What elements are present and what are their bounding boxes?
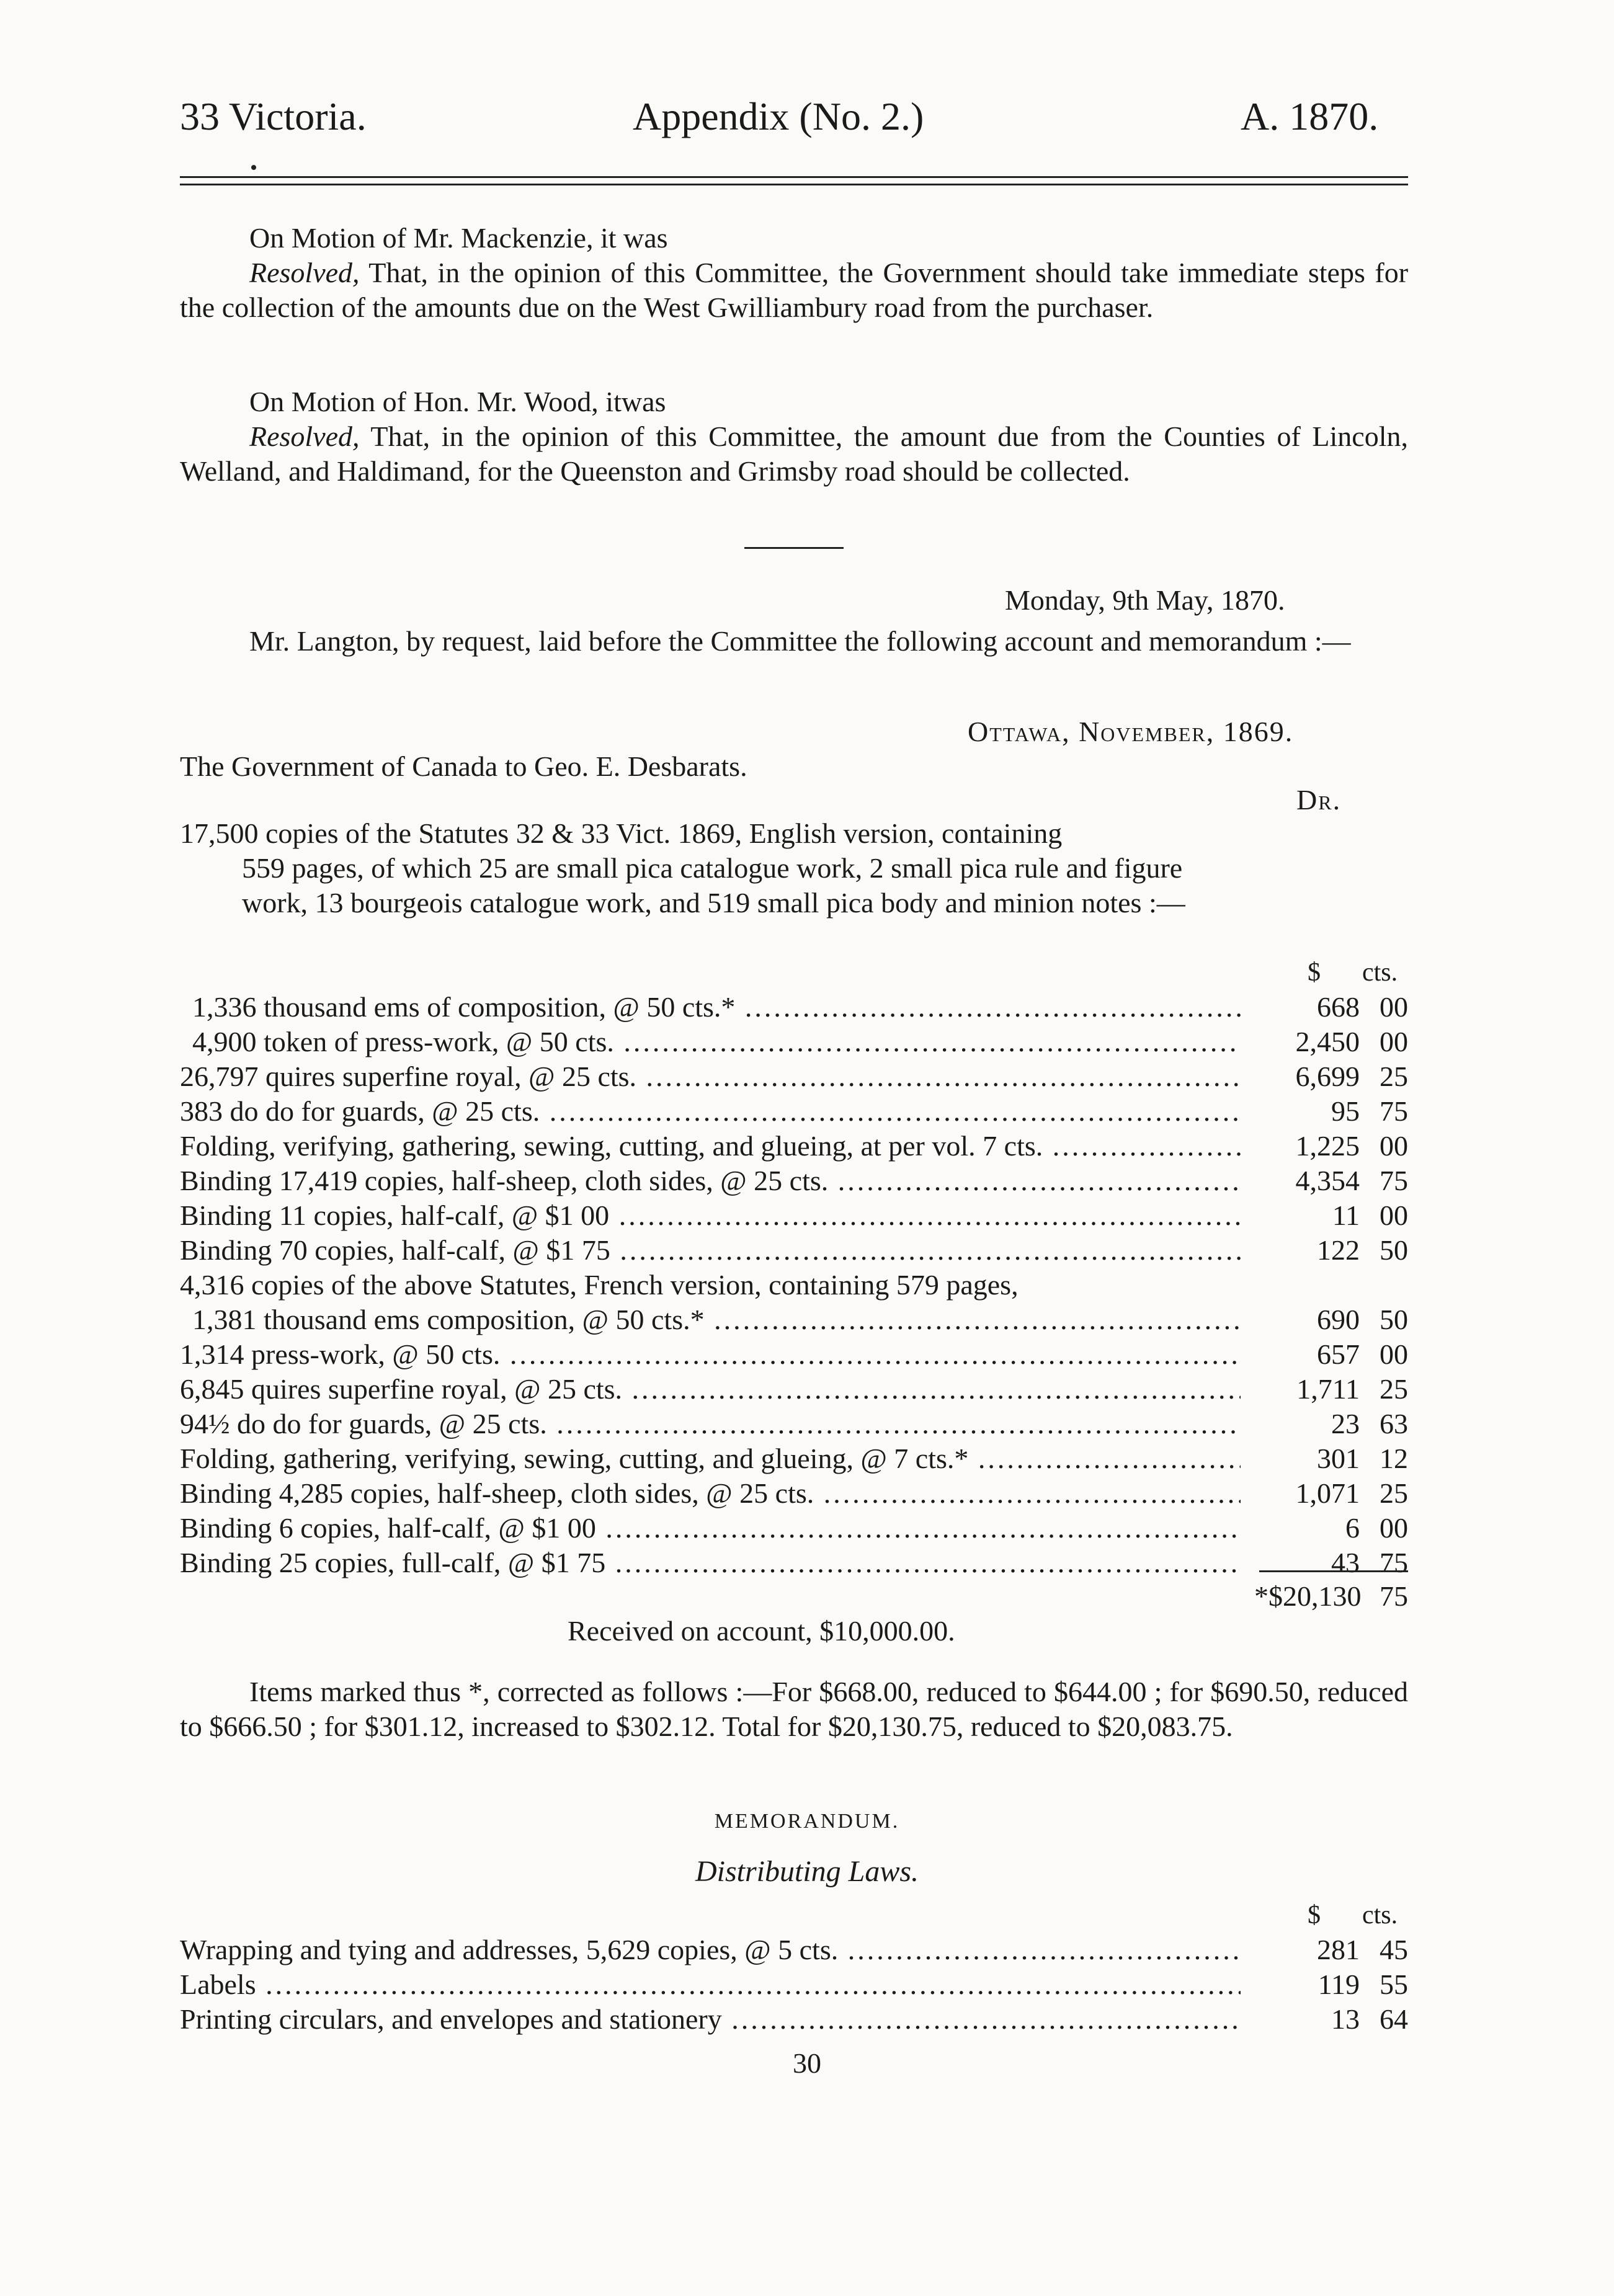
table-row bbox=[180, 1302, 1408, 1337]
table-row bbox=[180, 1476, 1408, 1511]
row-cents: 50 bbox=[1380, 1304, 1408, 1335]
header-rule-top bbox=[180, 176, 1408, 178]
row-amount bbox=[1253, 1441, 1408, 1476]
row-cents: 00 bbox=[1380, 1338, 1408, 1370]
row-dollars: 1,711 bbox=[1296, 1373, 1360, 1405]
table-row bbox=[180, 1967, 1408, 2002]
total-dollars: *$20,130 bbox=[1254, 1580, 1362, 1612]
row-description: Wrapping and tying and addresses, 5,629 copies, @ 5 cts. ..... bbox=[180, 1933, 1241, 1967]
row-description: Binding 25 copies, full-calf, @ $1 75 ..... bbox=[180, 1546, 1241, 1580]
motion-1-text: That, in the opinion of this Committee, the Government should take immediate steps for the collection of the amounts due on the West Gwilliambury road from the purchaser. bbox=[180, 257, 1409, 323]
row-description: Labels ..... bbox=[180, 1967, 1241, 2002]
row-description: Printing circulars, and envelopes and stationery ..... bbox=[180, 2002, 1241, 2037]
row-description: Binding 6 copies, half-calf, @ $1 00 ..... bbox=[180, 1511, 1241, 1546]
received-line: Received on account, $10,000.00. bbox=[568, 1615, 955, 1647]
row-amount bbox=[1253, 1511, 1408, 1546]
row-dollars: 119 bbox=[1318, 1969, 1360, 2000]
table-row bbox=[180, 1511, 1408, 1546]
row-description: 383 do do for guards, @ 25 cts. ..... bbox=[180, 1094, 1241, 1129]
row-dollars: 23 bbox=[1331, 1408, 1360, 1439]
row-description: Folding, gathering, verifying, sewing, cutting, and glueing, @ 7 cts.* ..... bbox=[180, 1441, 1241, 1476]
row-amount bbox=[1253, 1198, 1408, 1233]
row-dollars: 95 bbox=[1331, 1095, 1360, 1127]
table-row bbox=[180, 1441, 1408, 1476]
row-dollars: 668 bbox=[1317, 991, 1360, 1023]
row-cents: 63 bbox=[1380, 1408, 1408, 1439]
motion-2-resolved: Resolved, bbox=[249, 420, 360, 452]
header-session: 33 Victoria. bbox=[180, 94, 367, 138]
row-description: 6,845 quires superfine royal, @ 25 cts. ..... bbox=[180, 1372, 1241, 1407]
ottawa-line: Ottawa, November, 1869. bbox=[968, 716, 1294, 747]
row-dollars: 2,450 bbox=[1295, 1026, 1360, 1057]
row-description: 26,797 quires superfine royal, @ 25 cts. ..... bbox=[180, 1059, 1241, 1094]
col-cents-head: cts. bbox=[1362, 958, 1398, 987]
section-divider bbox=[744, 547, 844, 549]
row-amount bbox=[1253, 1233, 1408, 1268]
table-row bbox=[180, 1407, 1408, 1441]
row-cents: 25 bbox=[1380, 1061, 1408, 1092]
row-amount bbox=[1253, 1933, 1408, 1967]
row-cents: 00 bbox=[1380, 1512, 1408, 1544]
row-amount bbox=[1253, 1025, 1408, 1059]
table-row bbox=[180, 1129, 1408, 1164]
table-row bbox=[180, 990, 1408, 1025]
header-appendix: Appendix (No. 2.) bbox=[633, 94, 924, 138]
table-row bbox=[180, 1933, 1408, 1967]
row-cents: 50 bbox=[1380, 1234, 1408, 1266]
row-description: Folding, verifying, gathering, sewing, cutting, and glueing, at per vol. 7 cts. ..... bbox=[180, 1129, 1241, 1164]
memo-col-cents-head: cts. bbox=[1362, 1901, 1398, 1929]
row-cents: 12 bbox=[1380, 1443, 1408, 1474]
motion-2-intro: On Motion of Hon. Mr. Wood, itwas bbox=[249, 386, 666, 417]
row-cents: 75 bbox=[1380, 1095, 1408, 1127]
table-row bbox=[180, 1233, 1408, 1268]
memorandum-subtitle: Distributing Laws. bbox=[695, 1855, 919, 1888]
row-description: 4,900 token of press-work, @ 50 cts. ..... bbox=[192, 1025, 1241, 1059]
row-amount bbox=[1253, 1164, 1408, 1198]
row-cents: 00 bbox=[1380, 1130, 1408, 1162]
total-row bbox=[180, 1579, 1408, 1614]
row-amount bbox=[1253, 1129, 1408, 1164]
row-amount bbox=[1253, 1372, 1408, 1407]
page-number: 30 bbox=[793, 2047, 821, 2079]
table-row bbox=[180, 1198, 1408, 1233]
table-row bbox=[180, 1025, 1408, 1059]
row-amount bbox=[1253, 1337, 1408, 1372]
items-note bbox=[180, 1675, 1408, 1744]
motion-2 bbox=[180, 385, 1408, 489]
row-description: 94½ do do for guards, @ 25 cts. ..... bbox=[180, 1407, 1241, 1441]
row-amount bbox=[1253, 2002, 1408, 2037]
langton-paragraph bbox=[180, 624, 1408, 659]
row-cents: 75 bbox=[1380, 1165, 1408, 1196]
row-amount bbox=[1253, 1967, 1408, 2002]
table-row bbox=[180, 2002, 1408, 2037]
row-cents: 00 bbox=[1380, 1026, 1408, 1057]
row-description: Binding 11 copies, half-calf, @ $1 00 ..... bbox=[180, 1198, 1241, 1233]
government-line: The Government of Canada to Geo. E. Desbarats. bbox=[180, 750, 747, 782]
row-cents: 55 bbox=[1380, 1969, 1408, 2000]
memo-col-dollar-head: $ bbox=[1308, 1901, 1321, 1929]
items-note-text: Items marked thus *, corrected as follows :—For $668.00, reduced to $644.00 ; for $690.50, reduced to $666.50 ; for $301.12, increased to $302.12. Total for $20,130.75, reduced to $20,083.75. bbox=[180, 1676, 1408, 1742]
row-amount bbox=[1253, 1094, 1408, 1129]
motion-1 bbox=[180, 221, 1408, 325]
statutes-intro-first: 17,500 copies of the Statutes 32 & 33 Vict. 1869, English version, containing bbox=[180, 817, 1063, 849]
row-dollars: 690 bbox=[1317, 1304, 1360, 1335]
row-dollars: 301 bbox=[1317, 1443, 1360, 1474]
row-dollars: 13 bbox=[1331, 2003, 1360, 2035]
header-rule-bottom bbox=[180, 184, 1408, 185]
row-cents: 25 bbox=[1380, 1373, 1408, 1405]
table-row bbox=[180, 1094, 1408, 1129]
row-amount bbox=[1253, 1407, 1408, 1441]
motion-2-text: That, in the opinion of this Committee, the amount due from the Counties of Lincoln, Welland, and Haldimand, for the Queenston and Grimsby road should be collected. bbox=[180, 420, 1408, 487]
row-dollars: 11 bbox=[1332, 1199, 1360, 1231]
col-dollar-head: $ bbox=[1308, 958, 1321, 987]
row-cents: 25 bbox=[1380, 1477, 1408, 1509]
row-cents: 75 bbox=[1380, 1547, 1408, 1578]
row-dollars: 281 bbox=[1317, 1934, 1360, 1965]
row-dollars: 4,354 bbox=[1295, 1165, 1360, 1196]
row-description: Binding 4,285 copies, half-sheep, cloth sides, @ 25 cts. ..... bbox=[180, 1476, 1241, 1511]
row-amount bbox=[1253, 1476, 1408, 1511]
ink-dot bbox=[251, 165, 256, 170]
row-cents: 64 bbox=[1380, 2003, 1408, 2035]
table-row bbox=[180, 1164, 1408, 1198]
total-rule bbox=[1259, 1570, 1408, 1572]
total-cents: 75 bbox=[1380, 1580, 1408, 1612]
row-cents: 45 bbox=[1380, 1934, 1408, 1965]
row-dollars: 1,071 bbox=[1295, 1477, 1360, 1509]
statutes-intro-rest: 559 pages, of which 25 are small pica catalogue work, 2 small pica rule and figure work, 13 bourgeois catalogue work, and 519 small pica body and minion notes :— bbox=[242, 852, 1185, 919]
date-line: Monday, 9th May, 1870. bbox=[1005, 584, 1285, 616]
row-amount bbox=[1253, 1302, 1408, 1337]
row-amount bbox=[1253, 1546, 1408, 1580]
row-dollars: 122 bbox=[1317, 1234, 1360, 1266]
total-amount bbox=[1253, 1579, 1408, 1614]
table-row bbox=[180, 1059, 1408, 1094]
row-description: 1,336 thousand ems of composition, @ 50 cts.* ..... bbox=[192, 990, 1241, 1025]
dr-label: Dr. bbox=[1296, 784, 1342, 816]
row-amount bbox=[1253, 990, 1408, 1025]
langton-text: Mr. Langton, by request, laid before the Committee the following account and memorandum :— bbox=[249, 625, 1351, 657]
row-description: 1,381 thousand ems composition, @ 50 cts.* ..... bbox=[192, 1302, 1241, 1337]
row-description: Binding 17,419 copies, half-sheep, cloth sides, @ 25 cts. ..... bbox=[180, 1164, 1241, 1198]
row-dollars: 6,699 bbox=[1295, 1061, 1360, 1092]
row-dollars: 43 bbox=[1331, 1547, 1360, 1578]
row-description: 1,314 press-work, @ 50 cts. ..... bbox=[180, 1337, 1241, 1372]
row-dollars: 1,225 bbox=[1295, 1130, 1360, 1162]
memorandum-title: MEMORANDUM. bbox=[714, 1810, 900, 1833]
row-cents: 00 bbox=[1380, 991, 1408, 1023]
row-amount bbox=[1253, 1059, 1408, 1094]
row-dollars: 6 bbox=[1345, 1512, 1360, 1544]
table-row bbox=[180, 1337, 1408, 1372]
motion-1-resolved: Resolved, bbox=[249, 257, 360, 288]
table-row bbox=[180, 1546, 1408, 1580]
row-cents: 00 bbox=[1380, 1199, 1408, 1231]
table-row bbox=[180, 1372, 1408, 1407]
header-year: A. 1870. bbox=[1241, 94, 1379, 138]
french-intro: 4,316 copies of the above Statutes, French version, containing 579 pages, bbox=[180, 1269, 1019, 1301]
row-description: Binding 70 copies, half-calf, @ $1 75 ..... bbox=[180, 1233, 1241, 1268]
motion-1-intro: On Motion of Mr. Mackenzie, it was bbox=[249, 222, 668, 254]
row-dollars: 657 bbox=[1317, 1338, 1360, 1370]
